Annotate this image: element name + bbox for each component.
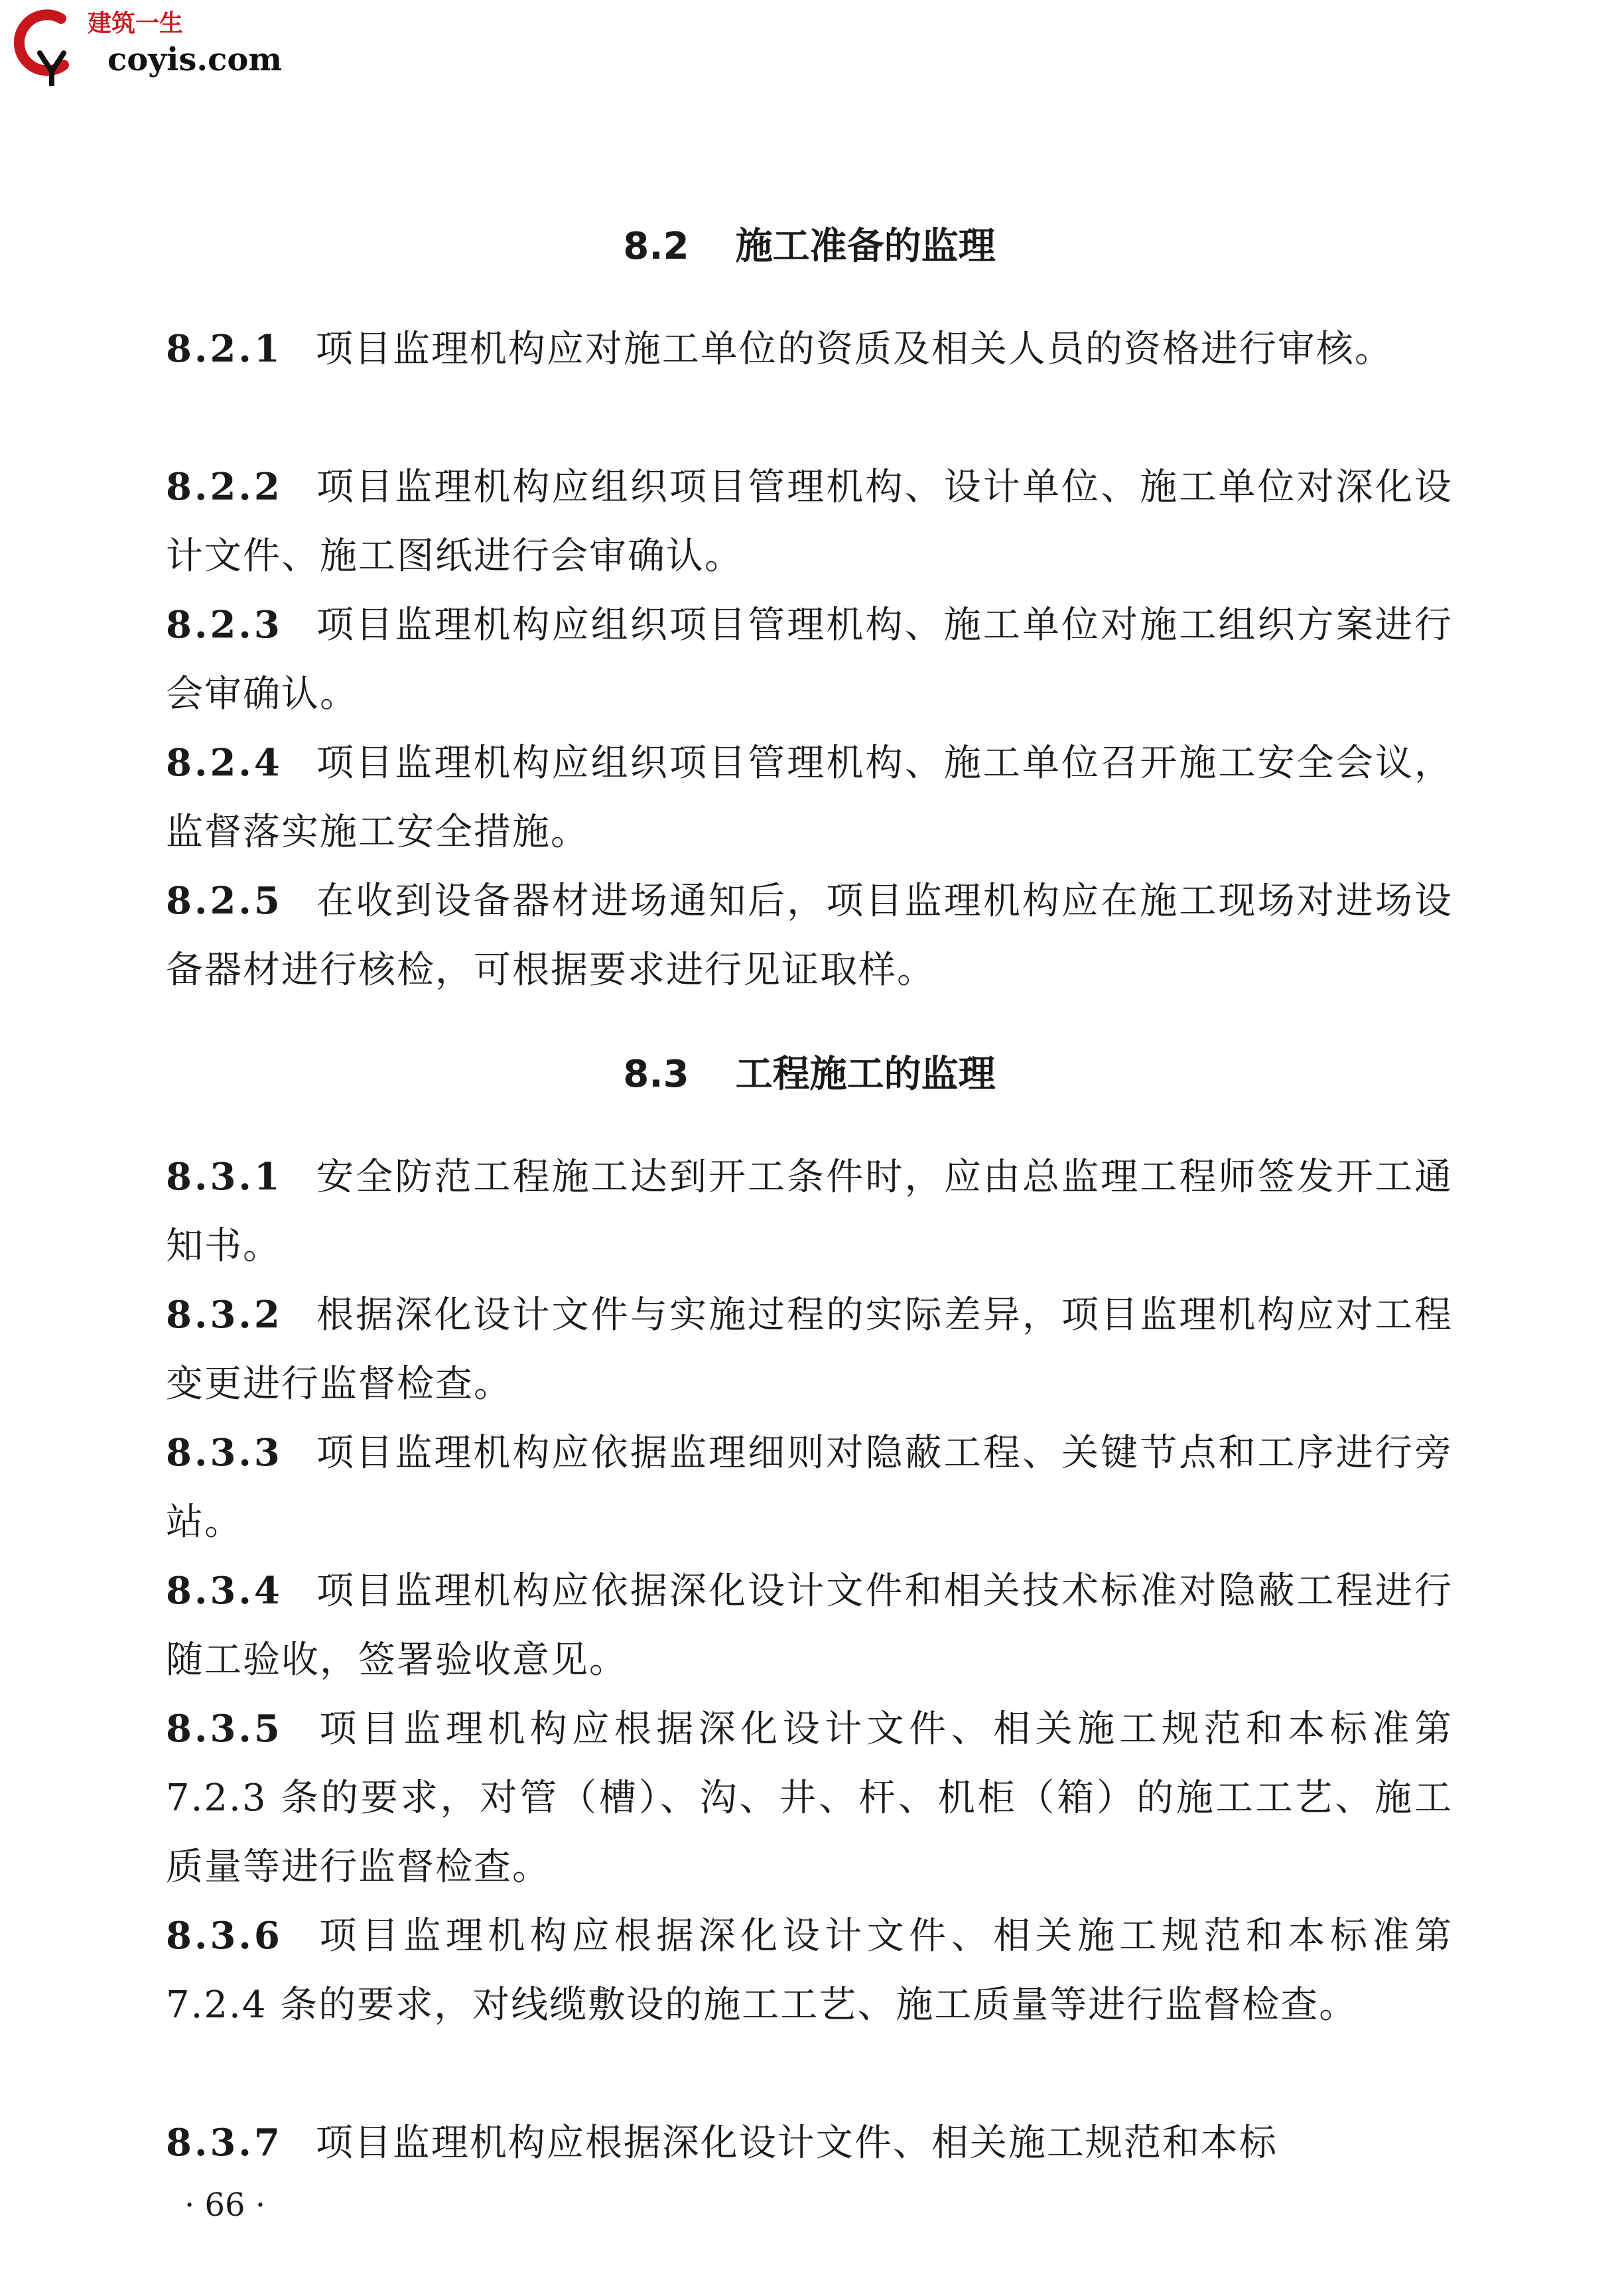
clause <box>166 866 1453 1005</box>
clause-text: 项目监理机构应根据深化设计文件、相关施工规范和本标准第 7.2.4 条的要求，对线缆敷设的施工工艺、施工质量等进行监督检查。 <box>166 1915 1453 2027</box>
clause-number: 8.3.2 <box>166 1293 283 1337</box>
clause-text: 项目监理机构应根据深化设计文件、相关施工规范和本标 <box>315 2122 1278 2165</box>
clause <box>166 314 1453 384</box>
clause-number: 8.3.4 <box>166 1569 283 1613</box>
site-logo <box>9 7 288 86</box>
clause <box>166 1418 1453 1557</box>
logo-chinese-text: 建筑一生 <box>88 10 184 37</box>
section-heading <box>166 1053 1453 1096</box>
clause-text: 项目监理机构应组织项目管理机构、设计单位、施工单位对深化设计文件、施工图纸进行会审确认。 <box>166 466 1453 578</box>
section-title-text: 施工准备的监理 <box>735 225 996 268</box>
clause-text: 项目监理机构应组织项目管理机构、施工单位召开施工安全会议，监督落实施工安全措施。 <box>166 742 1453 854</box>
section-title-text: 工程施工的监理 <box>735 1053 996 1096</box>
clause <box>166 1901 1453 2040</box>
clause-number: 8.2.2 <box>166 465 283 509</box>
clause <box>166 2108 1453 2178</box>
clause-number: 8.2.1 <box>166 327 283 371</box>
clause <box>166 590 1453 729</box>
page-number: · 66 · <box>184 2187 266 2224</box>
clause-text: 项目监理机构应根据深化设计文件、相关施工规范和本标准第 7.2.3 条的要求，对管（槽）、沟、井、杆、机柜（箱）的施工工艺、施工质量等进行监督检查。 <box>166 1708 1453 1889</box>
clause-number: 8.2.5 <box>166 879 283 923</box>
coyis-logo-icon <box>9 7 82 86</box>
clause <box>166 1556 1453 1695</box>
clause <box>166 452 1453 591</box>
clause-text: 安全防范工程施工达到开工条件时，应由总监理工程师签发开工通知书。 <box>166 1156 1453 1268</box>
clause-number: 8.3.3 <box>166 1431 283 1475</box>
clause-text: 在收到设备器材进场通知后，项目监理机构应在施工现场对进场设备器材进行核检，可根据要求进行见证取样。 <box>166 880 1453 992</box>
clause-number: 8.2.3 <box>166 603 283 647</box>
clause <box>166 728 1453 867</box>
clause <box>166 1280 1453 1419</box>
clause-text: 项目监理机构应依据监理细则对隐蔽工程、关键节点和工序进行旁站。 <box>166 1432 1453 1544</box>
clause-text: 项目监理机构应组织项目管理机构、施工单位对施工组织方案进行会审确认。 <box>166 604 1453 716</box>
clause-number: 8.3.5 <box>166 1707 283 1751</box>
section-number: 8.2 <box>623 225 689 268</box>
clause <box>166 1694 1453 1902</box>
clause <box>166 1142 1453 1281</box>
clause-text: 项目监理机构应依据深化设计文件和相关技术标准对隐蔽工程进行随工验收，签署验收意见。 <box>166 1570 1453 1682</box>
clause-text: 项目监理机构应对施工单位的资质及相关人员的资格进行审核。 <box>315 328 1393 371</box>
section-number: 8.3 <box>623 1053 689 1096</box>
clause-text: 根据深化设计文件与实施过程的实际差异，项目监理机构应对工程变更进行监督检查。 <box>166 1294 1453 1406</box>
clause-number: 8.3.1 <box>166 1155 283 1199</box>
section-heading <box>166 225 1453 268</box>
clause-number: 8.3.7 <box>166 2121 283 2165</box>
logo-site-text: coyis.com <box>107 41 283 78</box>
clause-number: 8.2.4 <box>166 741 283 785</box>
clause-number: 8.3.6 <box>166 1914 283 1958</box>
